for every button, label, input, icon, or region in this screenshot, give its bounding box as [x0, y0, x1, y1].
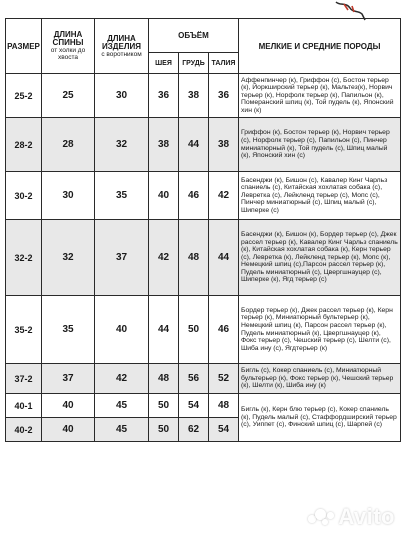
header-waist: ТАЛИЯ — [209, 53, 239, 74]
cell-neck: 42 — [149, 220, 179, 296]
cell-neck: 50 — [149, 394, 179, 418]
cell-back-length: 40 — [42, 418, 95, 442]
cell-breeds: Гриффон (к), Бостон терьер (к), Норвич терьер (с), Норфолк терьер (с), Папильон (с), Пинчер миниатюрный (к), Той пудель (с), Шпиц малый (к), Японский хин (с) — [239, 118, 401, 172]
cell-waist: 38 — [209, 118, 239, 172]
header-row — [6, 19, 401, 53]
cell-size: 28-2 — [6, 118, 42, 172]
cell-waist: 44 — [209, 220, 239, 296]
cell-neck: 44 — [149, 296, 179, 364]
cell-breeds: Аффенпинчер (к), Гриффон (с), Бостон терьер (к), Йоркширский терьер (к), Мальтез(к), Норвич терьер (к), Норфолк терьер (к), Папильон (к), Померанский шпиц (к), Той пудель (к), Японский хин (к) — [239, 74, 401, 118]
cell-back-length: 40 — [42, 394, 95, 418]
cell-chest: 44 — [179, 118, 209, 172]
cell-waist: 48 — [209, 394, 239, 418]
header-size: РАЗМЕР — [6, 19, 42, 74]
header-chest: ГРУДЬ — [179, 53, 209, 74]
avito-logo-icon — [308, 509, 334, 527]
cell-item-length: 45 — [95, 394, 149, 418]
cell-back-length: 25 — [42, 74, 95, 118]
cell-waist: 46 — [209, 296, 239, 364]
cell-chest: 50 — [179, 296, 209, 364]
cell-chest: 38 — [179, 74, 209, 118]
cell-breeds: Бигль (с), Кокер спаниель (с), Миниатюрный бультерьер (к), Фокс терьер (к), Чешский терьер (к), Шелти (к), Шиба ину (к) — [239, 364, 401, 394]
cell-size: 30-2 — [6, 172, 42, 220]
size-chart-table — [5, 18, 401, 442]
cell-back-length: 32 — [42, 220, 95, 296]
cell-back-length: 35 — [42, 296, 95, 364]
table-row — [6, 172, 401, 220]
cell-back-length: 37 — [42, 364, 95, 394]
cell-waist: 52 — [209, 364, 239, 394]
cell-item-length: 40 — [95, 296, 149, 364]
cell-waist: 54 — [209, 418, 239, 442]
cell-neck: 38 — [149, 118, 179, 172]
cell-neck: 48 — [149, 364, 179, 394]
header-back-length — [42, 19, 95, 74]
cell-breeds: Бигль (к), Керн блю терьер (с), Кокер спаниель (к), Пудель малый (с), Стаффордширский терьер (с), Уиппет (с), Финский шпиц (с), Шарпей (с) — [239, 394, 401, 442]
header-neck: ШЕЯ — [149, 53, 179, 74]
cell-size: 32-2 — [6, 220, 42, 296]
header-breeds: МЕЛКИЕ И СРЕДНИЕ ПОРОДЫ — [239, 19, 401, 74]
cell-item-length: 37 — [95, 220, 149, 296]
table-row — [6, 220, 401, 296]
table-row — [6, 364, 401, 394]
table-row — [6, 394, 401, 418]
cell-chest: 54 — [179, 394, 209, 418]
cell-size: 40-1 — [6, 394, 42, 418]
cell-item-length: 32 — [95, 118, 149, 172]
cell-size: 25-2 — [6, 74, 42, 118]
header-volume: ОБЪЁМ — [149, 19, 239, 53]
cell-chest: 62 — [179, 418, 209, 442]
cell-waist: 36 — [209, 74, 239, 118]
header-item-length — [95, 19, 149, 74]
cell-item-length: 45 — [95, 418, 149, 442]
cell-chest: 56 — [179, 364, 209, 394]
cell-back-length: 28 — [42, 118, 95, 172]
header-item-length-label: ДЛИНА ИЗДЕЛИЯ — [102, 33, 141, 51]
table-row — [6, 118, 401, 172]
cell-size: 37-2 — [6, 364, 42, 394]
header-back-length-label: ДЛИНА СПИНЫ — [52, 30, 84, 47]
table-row — [6, 74, 401, 118]
cell-neck: 50 — [149, 418, 179, 442]
header-back-length-sub: от холки до хвоста — [50, 47, 86, 61]
cell-chest: 48 — [179, 220, 209, 296]
cell-item-length: 42 — [95, 364, 149, 394]
cell-breeds: Басенджи (к), Бишон (к), Бордер терьер (с), Джек рассел терьер (к), Кавалер Кинг Чарльз спаниель (к), Китайская хохлатая собака (к), Керн терьер (с), Левретка (к), Лейкленд терьер (к), Мопс (к), Немецкий шпиц (с),Парсон рассел терьер (к), Пудель миниатюрный (с), Цвергшнауцер (с), Шиперке (к), Ягд терьер (с) — [239, 220, 401, 296]
table-row — [6, 296, 401, 364]
cell-size: 35-2 — [6, 296, 42, 364]
cell-neck: 36 — [149, 74, 179, 118]
cell-item-length: 30 — [95, 74, 149, 118]
cell-neck: 40 — [149, 172, 179, 220]
avito-watermark — [308, 504, 395, 530]
header-item-length-sub: с воротником — [101, 50, 142, 58]
cell-item-length: 35 — [95, 172, 149, 220]
cell-size: 40-2 — [6, 418, 42, 442]
cell-breeds: Басенджи (к), Бишон (с), Кавалер Кинг Чарльз спаниель (с), Китайская хохлатая собака (с), Левретка (с), Лейкленд терьер (с), Мопс (с), Пинчер миниатюрный (с), Шпиц малый (с), Шиперке (с) — [239, 172, 401, 220]
avito-watermark-text: Avito — [338, 504, 395, 529]
cell-waist: 42 — [209, 172, 239, 220]
cell-chest: 46 — [179, 172, 209, 220]
cell-back-length: 30 — [42, 172, 95, 220]
cell-breeds: Бордер терьер (к), Джек рассел терьер (к), Керн терьер (к), Миниатюрный бультерьер (к), Немецкий шпиц (к), Парсон рассел терьер (к), Пудель миниатюрный (к), Цвергшнауцер (к), Фокс терьер (с), Чешский терьер (с), Шелти (с), Шиба ину (с), Ягдтерьер (к) — [239, 296, 401, 364]
